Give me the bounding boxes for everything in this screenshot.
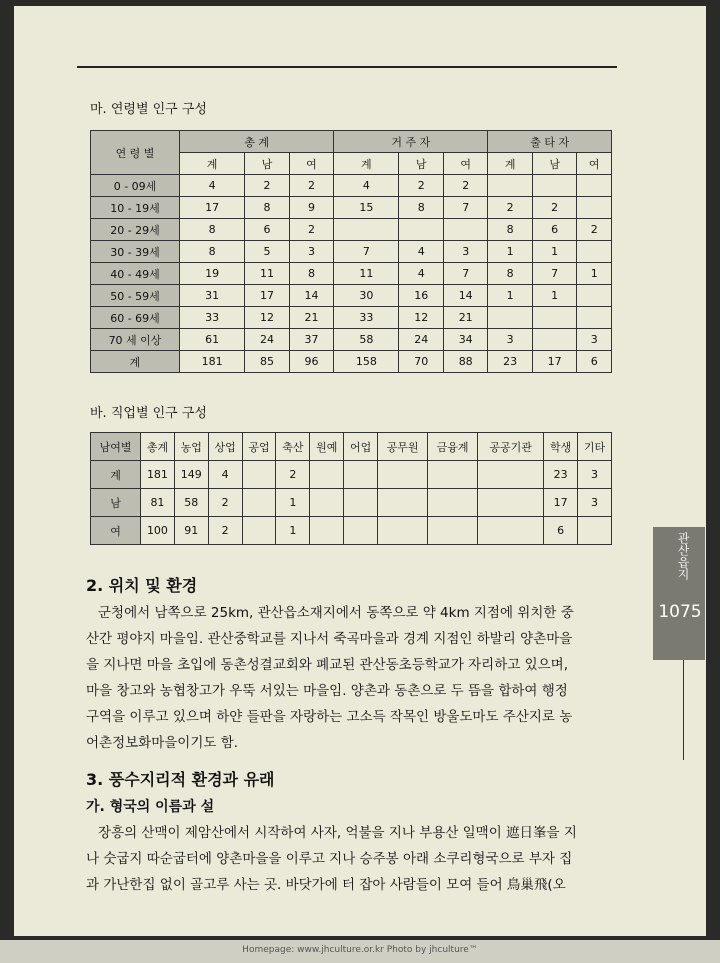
job-cell — [378, 489, 428, 517]
age-sub-header: 여 — [443, 153, 487, 175]
age-row-label: 40 - 49세 — [91, 263, 180, 285]
age-cell — [577, 307, 612, 329]
job-cell: 23 — [544, 461, 578, 489]
age-cell: 8 — [180, 219, 245, 241]
age-cell — [399, 219, 443, 241]
age-row-label: 30 - 39세 — [91, 241, 180, 263]
age-sub-header: 계 — [180, 153, 245, 175]
age-cell: 1 — [577, 263, 612, 285]
age-cell: 7 — [532, 263, 576, 285]
age-cell — [488, 175, 532, 197]
age-cell: 96 — [289, 351, 333, 373]
age-cell: 1 — [532, 241, 576, 263]
age-row-label: 70 세 이상 — [91, 329, 180, 351]
job-row-label: 남 — [91, 489, 141, 517]
age-cell: 4 — [399, 263, 443, 285]
age-cell: 7 — [443, 263, 487, 285]
age-cell: 8 — [488, 263, 532, 285]
age-cell: 8 — [245, 197, 289, 219]
margin-rule — [683, 660, 684, 760]
age-cell: 16 — [399, 285, 443, 307]
section-ma-heading: 마. 연령별 인구 구성 — [90, 102, 207, 117]
job-cell — [242, 461, 276, 489]
age-cell: 5 — [245, 241, 289, 263]
age-cell: 30 — [334, 285, 399, 307]
age-cell: 37 — [289, 329, 333, 351]
age-cell: 1 — [488, 241, 532, 263]
age-cell: 2 — [289, 219, 333, 241]
age-cell: 21 — [443, 307, 487, 329]
job-cell — [478, 517, 544, 545]
job-cell — [310, 489, 344, 517]
job-cell — [428, 461, 478, 489]
age-cell — [334, 219, 399, 241]
job-table-row — [91, 489, 612, 517]
age-cell: 17 — [245, 285, 289, 307]
job-cell: 2 — [276, 461, 310, 489]
job-column-header: 상업 — [208, 433, 242, 461]
job-table — [90, 432, 612, 545]
age-cell: 7 — [334, 241, 399, 263]
age-row-label: 계 — [91, 351, 180, 373]
section-3-body — [86, 820, 646, 898]
age-cell: 31 — [180, 285, 245, 307]
job-cell — [478, 489, 544, 517]
age-cell: 12 — [245, 307, 289, 329]
age-cell: 14 — [289, 285, 333, 307]
age-cell: 21 — [289, 307, 333, 329]
header-rule — [77, 66, 617, 68]
job-cell — [378, 517, 428, 545]
age-cell: 8 — [180, 241, 245, 263]
job-cell — [428, 489, 478, 517]
age-group-header: 출 타 자 — [488, 131, 612, 153]
age-table-row — [91, 197, 612, 219]
age-cell: 24 — [399, 329, 443, 351]
age-cell: 158 — [334, 351, 399, 373]
job-column-header: 농업 — [174, 433, 208, 461]
age-cell: 2 — [577, 219, 612, 241]
age-cell: 2 — [289, 175, 333, 197]
age-cell: 8 — [488, 219, 532, 241]
job-column-header: 공공기관 — [478, 433, 544, 461]
age-cell: 2 — [399, 175, 443, 197]
age-cell: 12 — [399, 307, 443, 329]
job-cell: 181 — [141, 461, 175, 489]
job-column-header: 어업 — [344, 433, 378, 461]
chapter-tab-label: 관산읍지 — [676, 532, 690, 580]
age-sub-header: 여 — [577, 153, 612, 175]
age-table-row — [91, 241, 612, 263]
age-sub-header: 계 — [334, 153, 399, 175]
section-ba-heading: 바. 직업별 인구 구성 — [90, 406, 207, 421]
age-cell: 33 — [334, 307, 399, 329]
job-cell: 2 — [208, 489, 242, 517]
job-cell — [378, 461, 428, 489]
age-cell: 88 — [443, 351, 487, 373]
age-cell: 1 — [532, 285, 576, 307]
age-group-header: 총 계 — [180, 131, 334, 153]
age-row-label: 20 - 29세 — [91, 219, 180, 241]
job-cell — [344, 517, 378, 545]
job-cell — [310, 461, 344, 489]
job-cell — [428, 517, 478, 545]
age-cell: 11 — [334, 263, 399, 285]
job-header-row — [91, 433, 612, 461]
age-cell: 15 — [334, 197, 399, 219]
job-column-header: 원예 — [310, 433, 344, 461]
age-cell — [577, 175, 612, 197]
age-cell: 17 — [180, 197, 245, 219]
job-cell: 3 — [578, 461, 612, 489]
job-cell — [578, 517, 612, 545]
age-cell: 2 — [488, 197, 532, 219]
job-cell: 149 — [174, 461, 208, 489]
job-column-header: 축산 — [276, 433, 310, 461]
job-column-header: 공무원 — [378, 433, 428, 461]
age-cell: 2 — [443, 175, 487, 197]
age-column-header: 연 령 별 — [91, 131, 180, 175]
job-row-label: 계 — [91, 461, 141, 489]
age-table-row — [91, 307, 612, 329]
age-cell — [577, 197, 612, 219]
page-number: 1075 — [658, 602, 702, 622]
age-cell: 34 — [443, 329, 487, 351]
section-3-line: 장흥의 산맥이 제암산에서 시작하여 사자, 억불을 지나 부용산 일맥이 遮日峯을 지 — [98, 825, 577, 841]
age-cell: 17 — [532, 351, 576, 373]
age-cell — [577, 285, 612, 307]
job-column-header: 학생 — [544, 433, 578, 461]
age-table-row — [91, 329, 612, 351]
age-sub-header: 남 — [399, 153, 443, 175]
age-cell: 3 — [289, 241, 333, 263]
job-cell: 2 — [208, 517, 242, 545]
section-3-line: 나 숫굽지 따순굽터에 양촌마을을 이루고 지나 승주봉 아래 소쿠리형국으로 부자 집 — [86, 851, 573, 867]
age-cell: 3 — [443, 241, 487, 263]
age-cell: 3 — [488, 329, 532, 351]
age-cell: 4 — [399, 241, 443, 263]
job-cell: 81 — [141, 489, 175, 517]
age-sub-header: 계 — [488, 153, 532, 175]
age-cell: 7 — [443, 197, 487, 219]
age-cell: 58 — [334, 329, 399, 351]
age-cell: 6 — [245, 219, 289, 241]
age-table — [90, 130, 612, 373]
job-cell: 91 — [174, 517, 208, 545]
section-2-body — [86, 600, 646, 756]
age-cell: 85 — [245, 351, 289, 373]
job-column-header: 금융계 — [428, 433, 478, 461]
section-2-line: 을 지나면 마을 초입에 동촌성결교회와 폐교된 관산동초등학교가 자리하고 있으며, — [86, 657, 569, 673]
age-table-row — [91, 175, 612, 197]
job-cell — [478, 461, 544, 489]
age-cell: 14 — [443, 285, 487, 307]
age-cell: 8 — [289, 263, 333, 285]
job-table-row — [91, 461, 612, 489]
age-cell: 8 — [399, 197, 443, 219]
age-row-label: 60 - 69세 — [91, 307, 180, 329]
age-cell: 1 — [488, 285, 532, 307]
age-cell: 6 — [577, 351, 612, 373]
job-column-header: 총계 — [141, 433, 175, 461]
job-cell — [344, 461, 378, 489]
job-cell: 3 — [578, 489, 612, 517]
job-cell — [344, 489, 378, 517]
age-cell — [532, 307, 576, 329]
job-cell: 4 — [208, 461, 242, 489]
age-sub-header: 남 — [245, 153, 289, 175]
age-cell: 61 — [180, 329, 245, 351]
photo-footer: Homepage: www.jhculture.or.kr Photo by jhculture™ — [242, 945, 478, 955]
age-row-label: 0 - 09세 — [91, 175, 180, 197]
section-2-title: 2. 위치 및 환경 — [86, 576, 198, 595]
job-cell: 1 — [276, 517, 310, 545]
section-2-line: 어촌정보화마을이기도 함. — [86, 735, 239, 751]
age-cell — [577, 241, 612, 263]
job-cell: 100 — [141, 517, 175, 545]
job-cell: 6 — [544, 517, 578, 545]
age-cell: 4 — [334, 175, 399, 197]
job-column-header: 공업 — [242, 433, 276, 461]
section-2-line: 마을 창고와 농협창고가 우뚝 서있는 마을임. 양촌과 동촌으로 두 뜸을 합하여 행정 — [86, 683, 568, 699]
age-sub-header: 남 — [532, 153, 576, 175]
section-2-line: 산간 평야지 마을임. 관산중학교를 지나서 죽곡마을과 경계 지점인 하발리 양촌마을 — [86, 631, 573, 647]
age-cell: 11 — [245, 263, 289, 285]
section-3-title: 3. 풍수지리적 환경과 유래 — [86, 770, 275, 789]
section-3-line: 과 가난한집 없이 골고루 사는 곳. 바닷가에 터 잡아 사람들이 모여 들어 鳥巢飛(오 — [86, 877, 566, 893]
age-row-label: 10 - 19세 — [91, 197, 180, 219]
age-table-row — [91, 263, 612, 285]
job-table-row — [91, 517, 612, 545]
age-table-row — [91, 285, 612, 307]
age-cell: 4 — [180, 175, 245, 197]
age-cell: 33 — [180, 307, 245, 329]
section-3-subtitle: 가. 형국의 이름과 설 — [86, 799, 215, 815]
age-row-label: 50 - 59세 — [91, 285, 180, 307]
age-cell — [488, 307, 532, 329]
age-cell: 23 — [488, 351, 532, 373]
age-cell: 6 — [532, 219, 576, 241]
job-cell — [310, 517, 344, 545]
job-column-header: 남여별 — [91, 433, 141, 461]
age-cell — [443, 219, 487, 241]
age-cell: 3 — [577, 329, 612, 351]
section-2-line: 구역을 이루고 있으며 하얀 들판을 자랑하는 고소득 작목인 방울도마도 주산지로 농 — [86, 709, 573, 725]
age-cell: 24 — [245, 329, 289, 351]
age-cell: 9 — [289, 197, 333, 219]
age-table-row — [91, 219, 612, 241]
age-cell: 2 — [532, 197, 576, 219]
age-cell: 19 — [180, 263, 245, 285]
age-cell: 2 — [245, 175, 289, 197]
job-cell: 58 — [174, 489, 208, 517]
job-cell: 17 — [544, 489, 578, 517]
age-cell — [532, 329, 576, 351]
job-row-label: 여 — [91, 517, 141, 545]
job-cell: 1 — [276, 489, 310, 517]
section-2-line: 군청에서 남쪽으로 25km, 관산읍소재지에서 동쪽으로 약 4km 지점에 위치한 중 — [98, 605, 574, 621]
job-cell — [242, 517, 276, 545]
age-cell: 70 — [399, 351, 443, 373]
age-table-row — [91, 351, 612, 373]
age-group-header: 거 주 자 — [334, 131, 488, 153]
job-column-header: 기타 — [578, 433, 612, 461]
age-sub-header: 여 — [289, 153, 333, 175]
age-header-row — [91, 131, 612, 153]
age-cell — [532, 175, 576, 197]
age-cell: 181 — [180, 351, 245, 373]
job-cell — [242, 489, 276, 517]
